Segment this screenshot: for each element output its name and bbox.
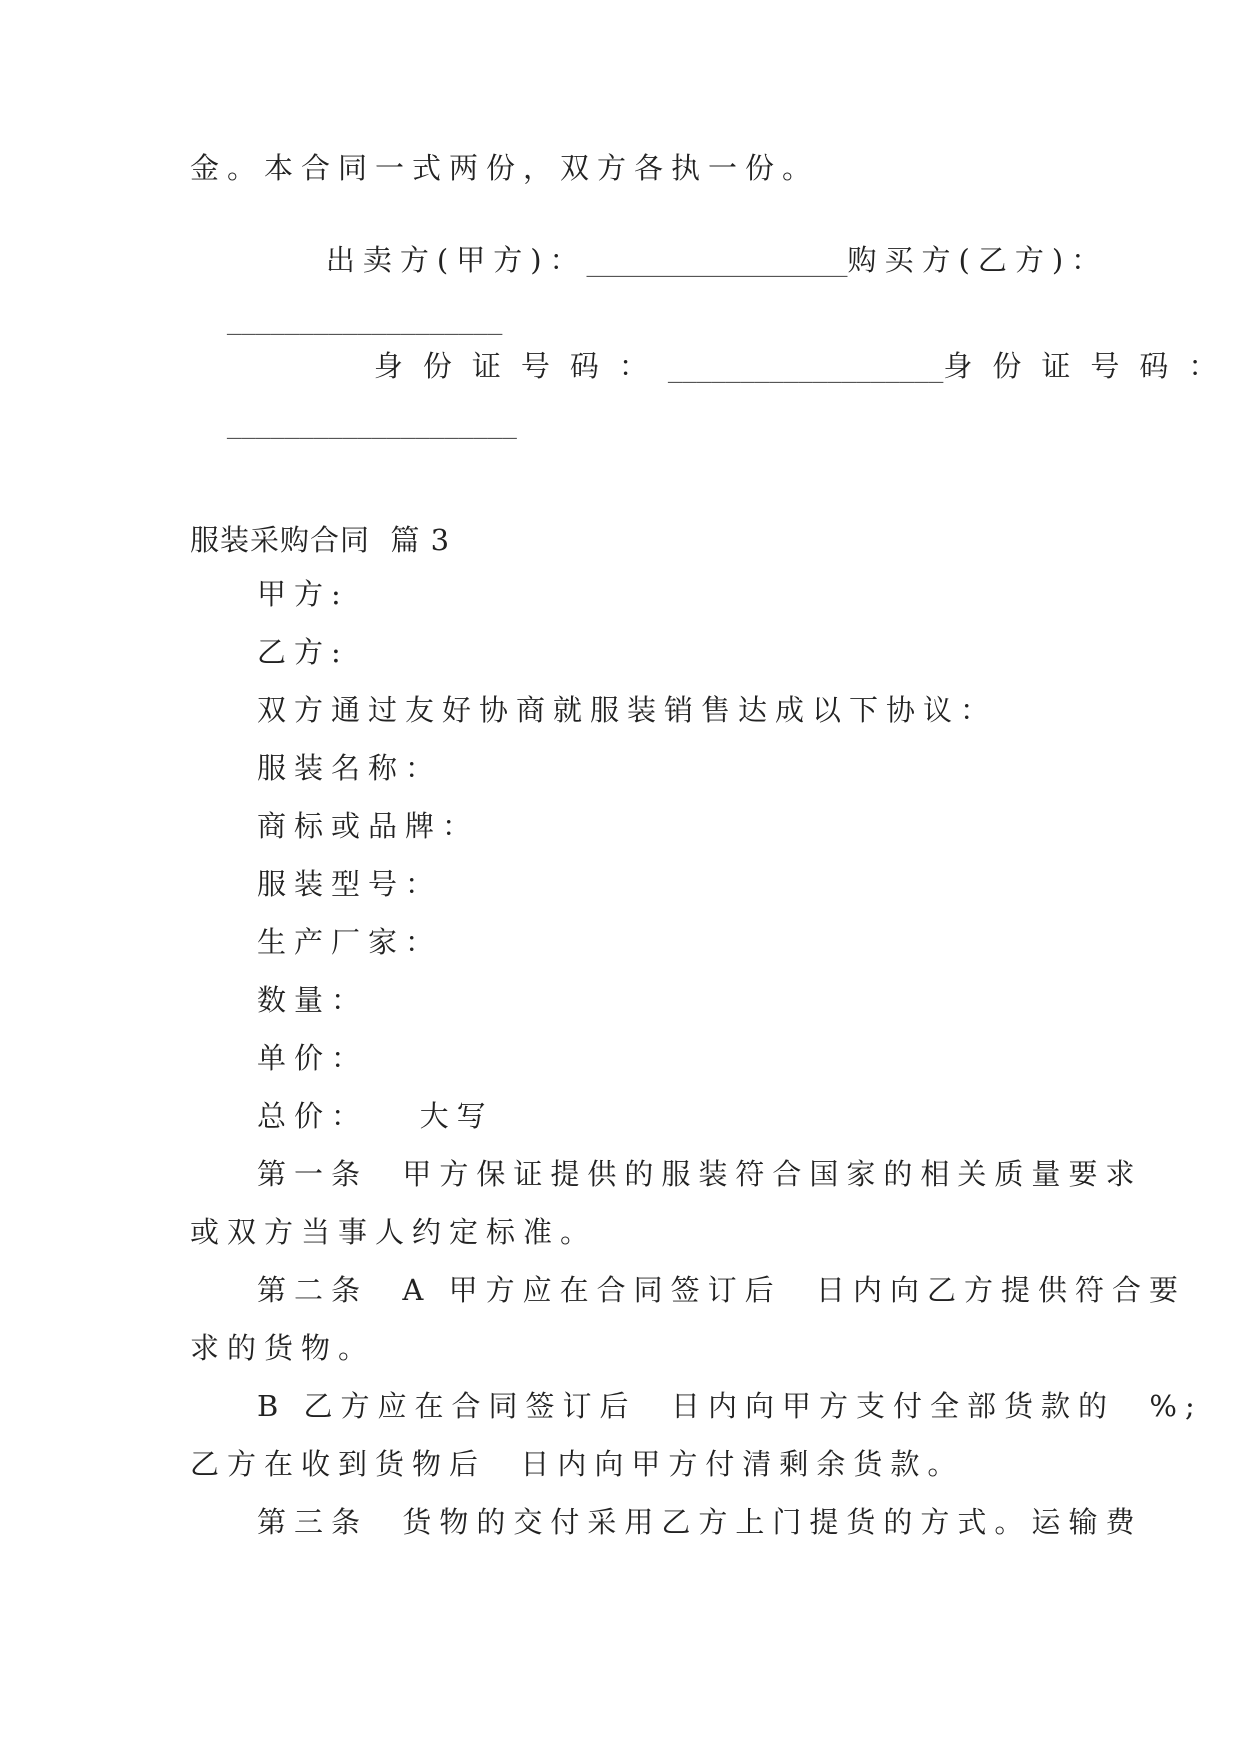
article-1-line-2: 或双方当事人约定标准。 <box>190 1215 598 1249</box>
seller-label: 出卖方(甲方)： <box>325 243 587 277</box>
seller-id-blank: ___________________ <box>667 349 944 383</box>
manufacturer-field: 生产厂家： <box>257 925 443 959</box>
model-field: 服装型号： <box>257 867 443 901</box>
buyer-id-label: 身份证号码： <box>943 349 1238 383</box>
buyer-id-blank-line <box>190 362 517 482</box>
seller-id-label: 身份证号码： <box>373 349 668 383</box>
total-price-field: 总价： 大写 <box>257 1099 494 1133</box>
article-3-line-1: 第三条 货物的交付采用乙方上门提货的方式。运输费 <box>257 1505 1143 1539</box>
party-b-field: 乙方: <box>257 635 349 669</box>
article-2b-line-2: 乙方在收到货物后 日内向甲方付清剩余货款。 <box>190 1447 965 1481</box>
unit-price-field: 单价： <box>257 1041 369 1075</box>
article-2b-line-1: B 乙方应在合同签订后 日内向甲方支付全部货款的 %; <box>257 1389 1203 1423</box>
quantity-field: 数量： <box>257 983 369 1017</box>
party-a-field: 甲方: <box>257 577 349 611</box>
article-2-line-1: 第二条 A 甲方应在合同签订后 日内向乙方提供符合要 <box>257 1273 1187 1307</box>
brand-field: 商标或品牌： <box>257 809 480 843</box>
buyer-label: 购买方(乙方)： <box>847 243 1109 277</box>
seller-blank: __________________ <box>586 243 848 277</box>
buyer-blank: ___________________ <box>226 301 503 335</box>
garment-name-field: 服装名称： <box>257 751 443 785</box>
intro-paragraph: 双方通过友好协商就服装销售达成以下协议： <box>257 693 998 727</box>
article-1-line-1: 第一条 甲方保证提供的服装符合国家的相关质量要求 <box>257 1157 1143 1191</box>
article-2-line-2: 求的货物。 <box>190 1331 376 1365</box>
closing-sentence: 金。本合同一式两份，双方各执一份。 <box>190 151 820 185</box>
buyer-id-blank: ____________________ <box>226 405 517 439</box>
section-title: 服装采购合同 篇 3 <box>190 523 451 557</box>
